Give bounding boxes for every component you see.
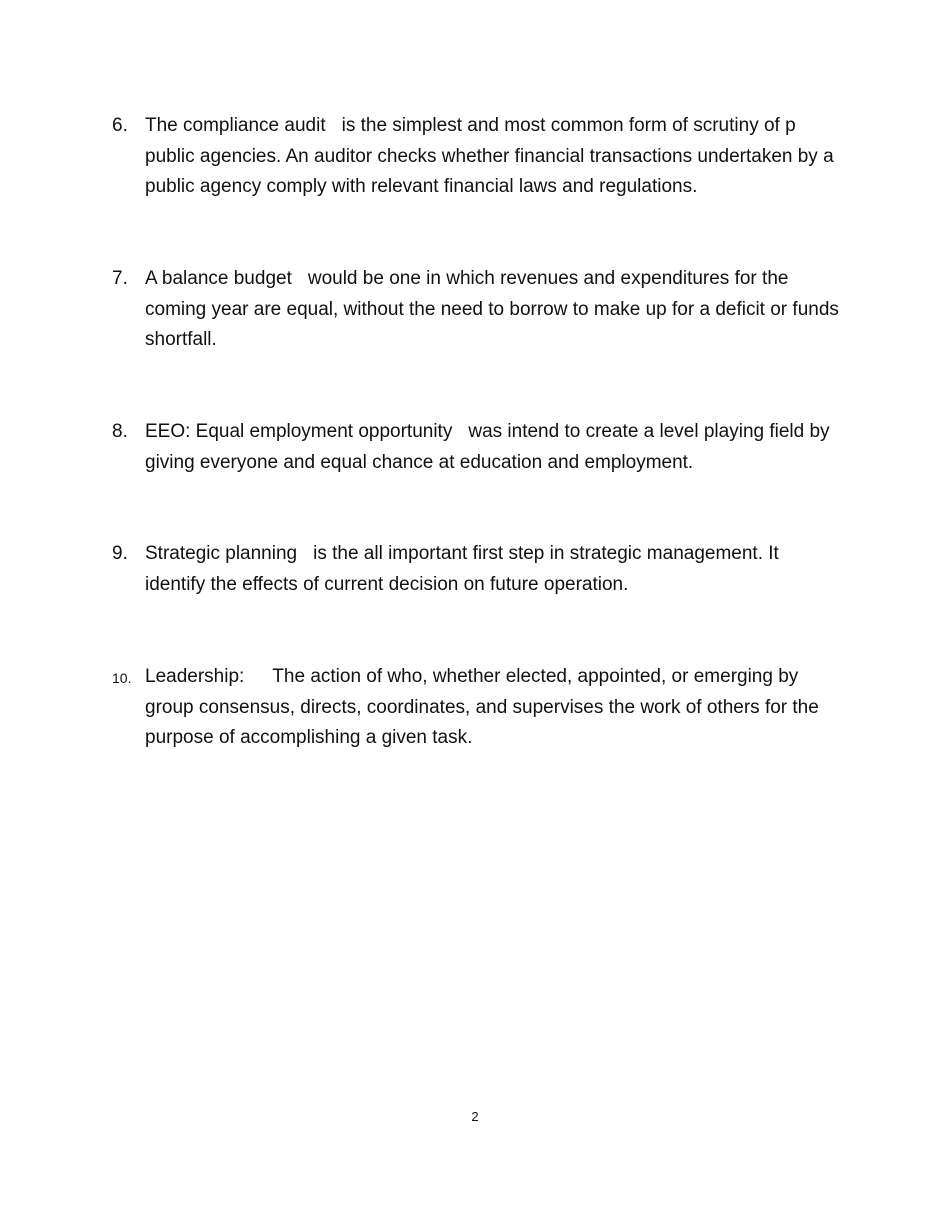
item-text [145,539,842,600]
item-term: Leadership: [145,666,245,687]
list-item [112,417,842,478]
item-term: Strategic planning [145,543,298,564]
item-definition: is the all important first step in strategic management. It identify the effects of current decision on future operation. [145,543,779,595]
item-number: 8. [112,421,128,442]
item-definition: The action of who, whether elected, appointed, or emerging by group consensus, directs, coordinates, and supervises the work of others for the purpose of accomplishing a given task. [145,666,819,748]
item-definition: was intend to create a level playing field by giving everyone and equal chance at education and employment. [145,421,830,473]
item-number: 6. [112,115,128,136]
list-item [112,539,842,600]
item-text [145,417,842,478]
list-item [112,264,842,356]
item-text [145,264,842,356]
item-definition: is the simplest and most common form of scrutiny of p public agencies. An auditor checks whether financial transactions undertaken by a public agency comply with relevant financial laws and regulations. [145,115,834,197]
item-number: 9. [112,543,128,564]
item-number: 7. [112,268,128,289]
item-text [145,111,842,203]
list-item [112,662,842,754]
list-item [112,111,842,203]
item-number: 10. [112,670,132,686]
item-term: The compliance audit [145,115,326,136]
page-number: 2 [471,1109,479,1124]
item-text [145,662,842,754]
item-term: A balance budget [145,268,292,289]
item-definition: would be one in which revenues and expenditures for the coming year are equal, without the need to borrow to make up for a deficit or funds shortfall. [145,268,839,350]
item-term: EEO: Equal employment opportunity [145,421,453,442]
